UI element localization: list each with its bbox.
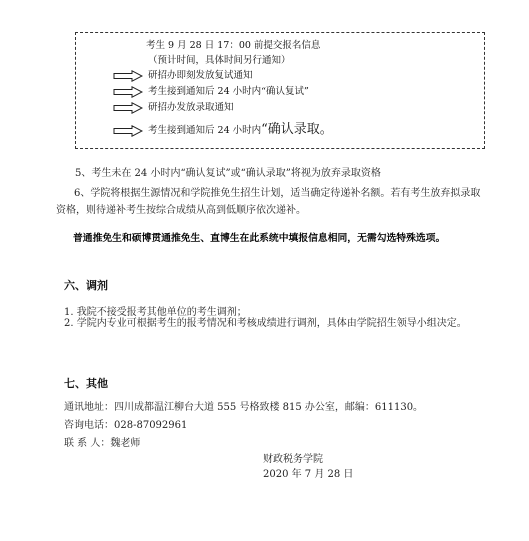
arrow-right-icon	[113, 86, 143, 98]
arrow-right-icon	[113, 102, 143, 114]
item-5: 5、考生未在 24 小时内“确认复试”或“确认录取”将视为放弃录取资格	[75, 168, 381, 179]
arrow-right-icon	[113, 70, 143, 82]
signature-org: 财政税务学院	[263, 454, 323, 465]
contact-phone: 咨询电话：028-87092961	[64, 420, 188, 431]
flow-step-3: 考生接到通知后 24 小时内“确认复试”	[148, 86, 309, 97]
section-6-item-1: 1. 我院不接受报考其他单位的考生调剂；	[64, 307, 247, 318]
flow-step-5-emphasis: “确认录取。	[261, 122, 333, 137]
signature-date: 2020 年 7 月 28 日	[263, 469, 354, 480]
contact-address: 通讯地址：四川成都温江柳台大道 555 号格致楼 815 办公室，邮编：611130。	[64, 402, 424, 413]
section-6-item-2: 2. 学院内专业可根据考生的报考情况和考核成绩进行调剂，具体由学院招生领导小组决定。	[64, 318, 467, 329]
section-heading-6: 六、调剂	[64, 279, 108, 292]
contact-person: 联 系 人：魏老师	[64, 438, 141, 449]
flow-step-5-text: 考生接到通知后 24 小时内	[148, 125, 262, 136]
flow-step-1-note: （预计时间，具体时间另行通知）	[148, 55, 291, 66]
flow-step-1: 考生 9 月 28 日 17：00 前提交报名信息	[146, 40, 321, 51]
section-heading-7: 七、其他	[64, 377, 108, 390]
flow-step-5	[148, 124, 333, 137]
flow-step-4: 研招办发放录取通知	[148, 102, 234, 113]
notice-text: 普通推免生和硕博贯通推免生、直博生在此系统中填报信息相同，无需勾选特殊选项。	[73, 233, 446, 244]
arrow-right-icon	[113, 125, 143, 137]
flow-step-2: 研招办即刻发放复试通知	[148, 70, 253, 81]
item-6: 6、学院将根据生源情况和学院推免生招生计划，适当确定待递补名额。若有考生放弃拟录取资格，则待递补考生按综合成绩从高到低顺序依次递补。	[56, 188, 481, 216]
